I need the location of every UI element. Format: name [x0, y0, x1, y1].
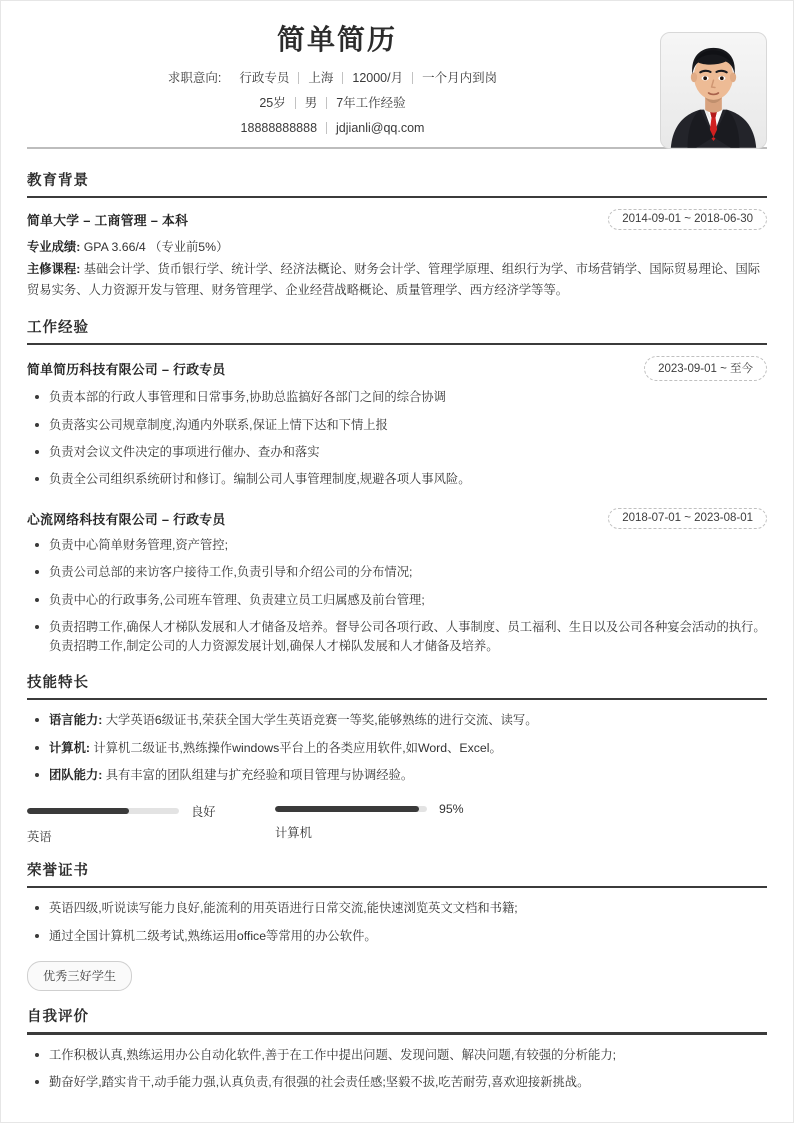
personal-age: 25岁: [259, 96, 286, 111]
section-title-skills: 技能特长: [27, 674, 89, 691]
section-rule: [27, 343, 767, 346]
page-title: 简单简历: [276, 24, 397, 55]
honors-list: [27, 899, 767, 946]
section-rule: [27, 886, 767, 889]
header-divider: [27, 147, 767, 149]
list-item: 负责本部的行政人事管理和日常事务,协助总监搞好各部门之间的综合协调: [27, 388, 767, 407]
list-item: 负责中心简单财务管理,资产管控;: [27, 536, 767, 555]
summary-list: [27, 1046, 767, 1093]
contact-email[interactable]: jdjianli@qq.com: [336, 121, 425, 136]
education-gpa-value: GPA 3.66/4 （专业前5%）: [83, 240, 229, 255]
skill-bar-row: [27, 802, 245, 820]
job-intent-label: 求职意向:: [167, 70, 222, 85]
list-item: 勤奋好学,踏实肯干,动手能力强,认真负责,有很强的社会责任感;坚毅不拔,吃苦耐劳,喜欢迎接新挑战。: [27, 1073, 767, 1092]
job-intent-position: 行政专员: [239, 70, 290, 85]
section-rule: [27, 1032, 767, 1035]
contact-phone[interactable]: 18888888888: [240, 121, 318, 136]
status-badge: 优秀三好学生: [27, 961, 132, 991]
job-intent-city: 上海: [308, 70, 334, 85]
skills-list: [27, 711, 767, 785]
skill-bar-track: [27, 808, 179, 814]
section-summary: [27, 1005, 767, 1092]
skill-text: 具有丰富的团队组建与扩充经验和项目管理与协调经验。: [105, 768, 414, 783]
list-item: 负责公司总部的来访客户接待工作,负责引导和介绍公司的分布情况;: [27, 563, 767, 582]
skill-text: 计算机二级证书,熟练操作windows平台上的各类应用软件,如Word、Excel。: [93, 740, 502, 755]
section-honors: [27, 859, 767, 991]
education-school-major: 简单大学 – 工商管理 – 本科: [27, 213, 189, 229]
work-entry: [27, 356, 767, 490]
skill-bar-block: [27, 802, 245, 845]
skill-label: 团队能力:: [49, 768, 103, 783]
education-courses-label: 主修课程:: [27, 261, 81, 276]
entry-spacer: [27, 494, 767, 508]
skill-label: 语言能力:: [49, 713, 103, 728]
list-item: 负责落实公司规章制度,沟通内外联系,保证上情下达和下情上报: [27, 416, 767, 435]
personal-experience: 7年工作经验: [336, 96, 406, 111]
education-courses-value: 基础会计学、货币银行学、统计学、经济法概论、财务会计学、管理学原理、组织行为学、市场营销学、国际贸易理论、国际贸易实务、人力资源开发与管理、财务管理学、企业经营战略概论、质量管理学、西方经济学等等。: [27, 261, 761, 298]
work-entry: [27, 508, 767, 657]
skill-bar-fill: [27, 808, 129, 814]
avatar: [660, 32, 767, 149]
list-item: 负责中心的行政事务,公司班车管理、负责建立员工归属感及前台管理;: [27, 591, 767, 610]
skill-bar-track: [275, 806, 427, 812]
list-item: 通过全国计算机二级考试,熟练运用office等常用的办公软件。: [27, 927, 767, 946]
section-education: [27, 169, 767, 302]
section-title-education: 教育背景: [27, 172, 89, 189]
education-courses-row: [27, 259, 767, 302]
contact-line-intent: [27, 70, 767, 86]
job-intent-salary: 12000/月: [352, 70, 404, 85]
work-entry-head: [27, 356, 767, 381]
work-date-badge: 2018-07-01 ~ 2023-08-01: [608, 508, 767, 529]
skill-bar-block: [275, 802, 493, 845]
work-duty-list: [27, 388, 767, 490]
skill-bar-row: [275, 802, 493, 816]
skill-bar-fill: [275, 806, 419, 812]
list-item: [27, 766, 767, 785]
honors-tag-row: [27, 961, 767, 991]
section-title-work: 工作经验: [27, 319, 89, 336]
skill-bar-label: 英语: [27, 829, 52, 844]
education-entry-head: [27, 209, 767, 230]
education-date-badge: 2014-09-01 ~ 2018-06-30: [608, 209, 767, 230]
section-rule: [27, 698, 767, 701]
list-item: [27, 739, 767, 758]
section-title-honors: 荣誉证书: [27, 862, 89, 879]
list-item: 英语四级,听说读写能力良好,能流利的用英语进行日常交流,能快速浏览英文文档和书籍;: [27, 899, 767, 918]
list-item: [27, 711, 767, 730]
skill-text: 大学英语6级证书,荣获全国大学生英语竞赛一等奖,能够熟练的进行交流、读写。: [105, 713, 538, 728]
list-item: 负责对会议文件决定的事项进行催办、查办和落实: [27, 443, 767, 462]
section-title-summary: 自我评价: [27, 1009, 89, 1025]
skill-bar-label: 计算机: [275, 825, 312, 840]
education-gpa-label: 专业成绩:: [27, 240, 81, 255]
skill-bars: [27, 802, 767, 845]
job-intent-availability: 一个月内到岗: [422, 70, 498, 85]
list-item: 工作积极认真,熟练运用办公自动化软件,善于在工作中提出问题、发现问题、解决问题,有较强的分析能力;: [27, 1046, 767, 1065]
work-duty-list: [27, 536, 767, 657]
work-company-role: 心流网络科技有限公司 – 行政专员: [27, 511, 226, 527]
skill-bar-value: 95%: [439, 801, 464, 816]
education-entry: [27, 209, 767, 302]
skill-bar-value: 良好: [191, 804, 216, 819]
section-rule: [27, 196, 767, 199]
list-item: 负责招聘工作,确保人才梯队发展和人才储备及培养。督导公司各项行政、人事制度、员工福利、生日以及公司各种宴会活动的执行。负责招聘工作,制定公司的人力资源发展计划,确保人才梯队发展和人才储备及培养。: [27, 618, 767, 657]
skill-label: 计算机:: [49, 740, 90, 755]
contact-line-personal: [27, 95, 767, 111]
resume-header: [27, 25, 767, 155]
avatar-portrait-icon: [661, 33, 766, 148]
section-work: [27, 316, 767, 657]
education-gpa-row: [27, 237, 767, 259]
personal-gender: 男: [304, 96, 318, 111]
work-company-role: 简单简历科技有限公司 – 行政专员: [27, 362, 226, 378]
list-item: 负责全公司组织系统研讨和修订。编制公司人事管理制度,规避各项人事风险。: [27, 470, 767, 489]
work-entry-head: [27, 508, 767, 529]
work-date-badge: 2023-09-01 ~ 至今: [644, 356, 767, 381]
contact-line-contact: [27, 120, 767, 136]
section-skills: [27, 671, 767, 845]
